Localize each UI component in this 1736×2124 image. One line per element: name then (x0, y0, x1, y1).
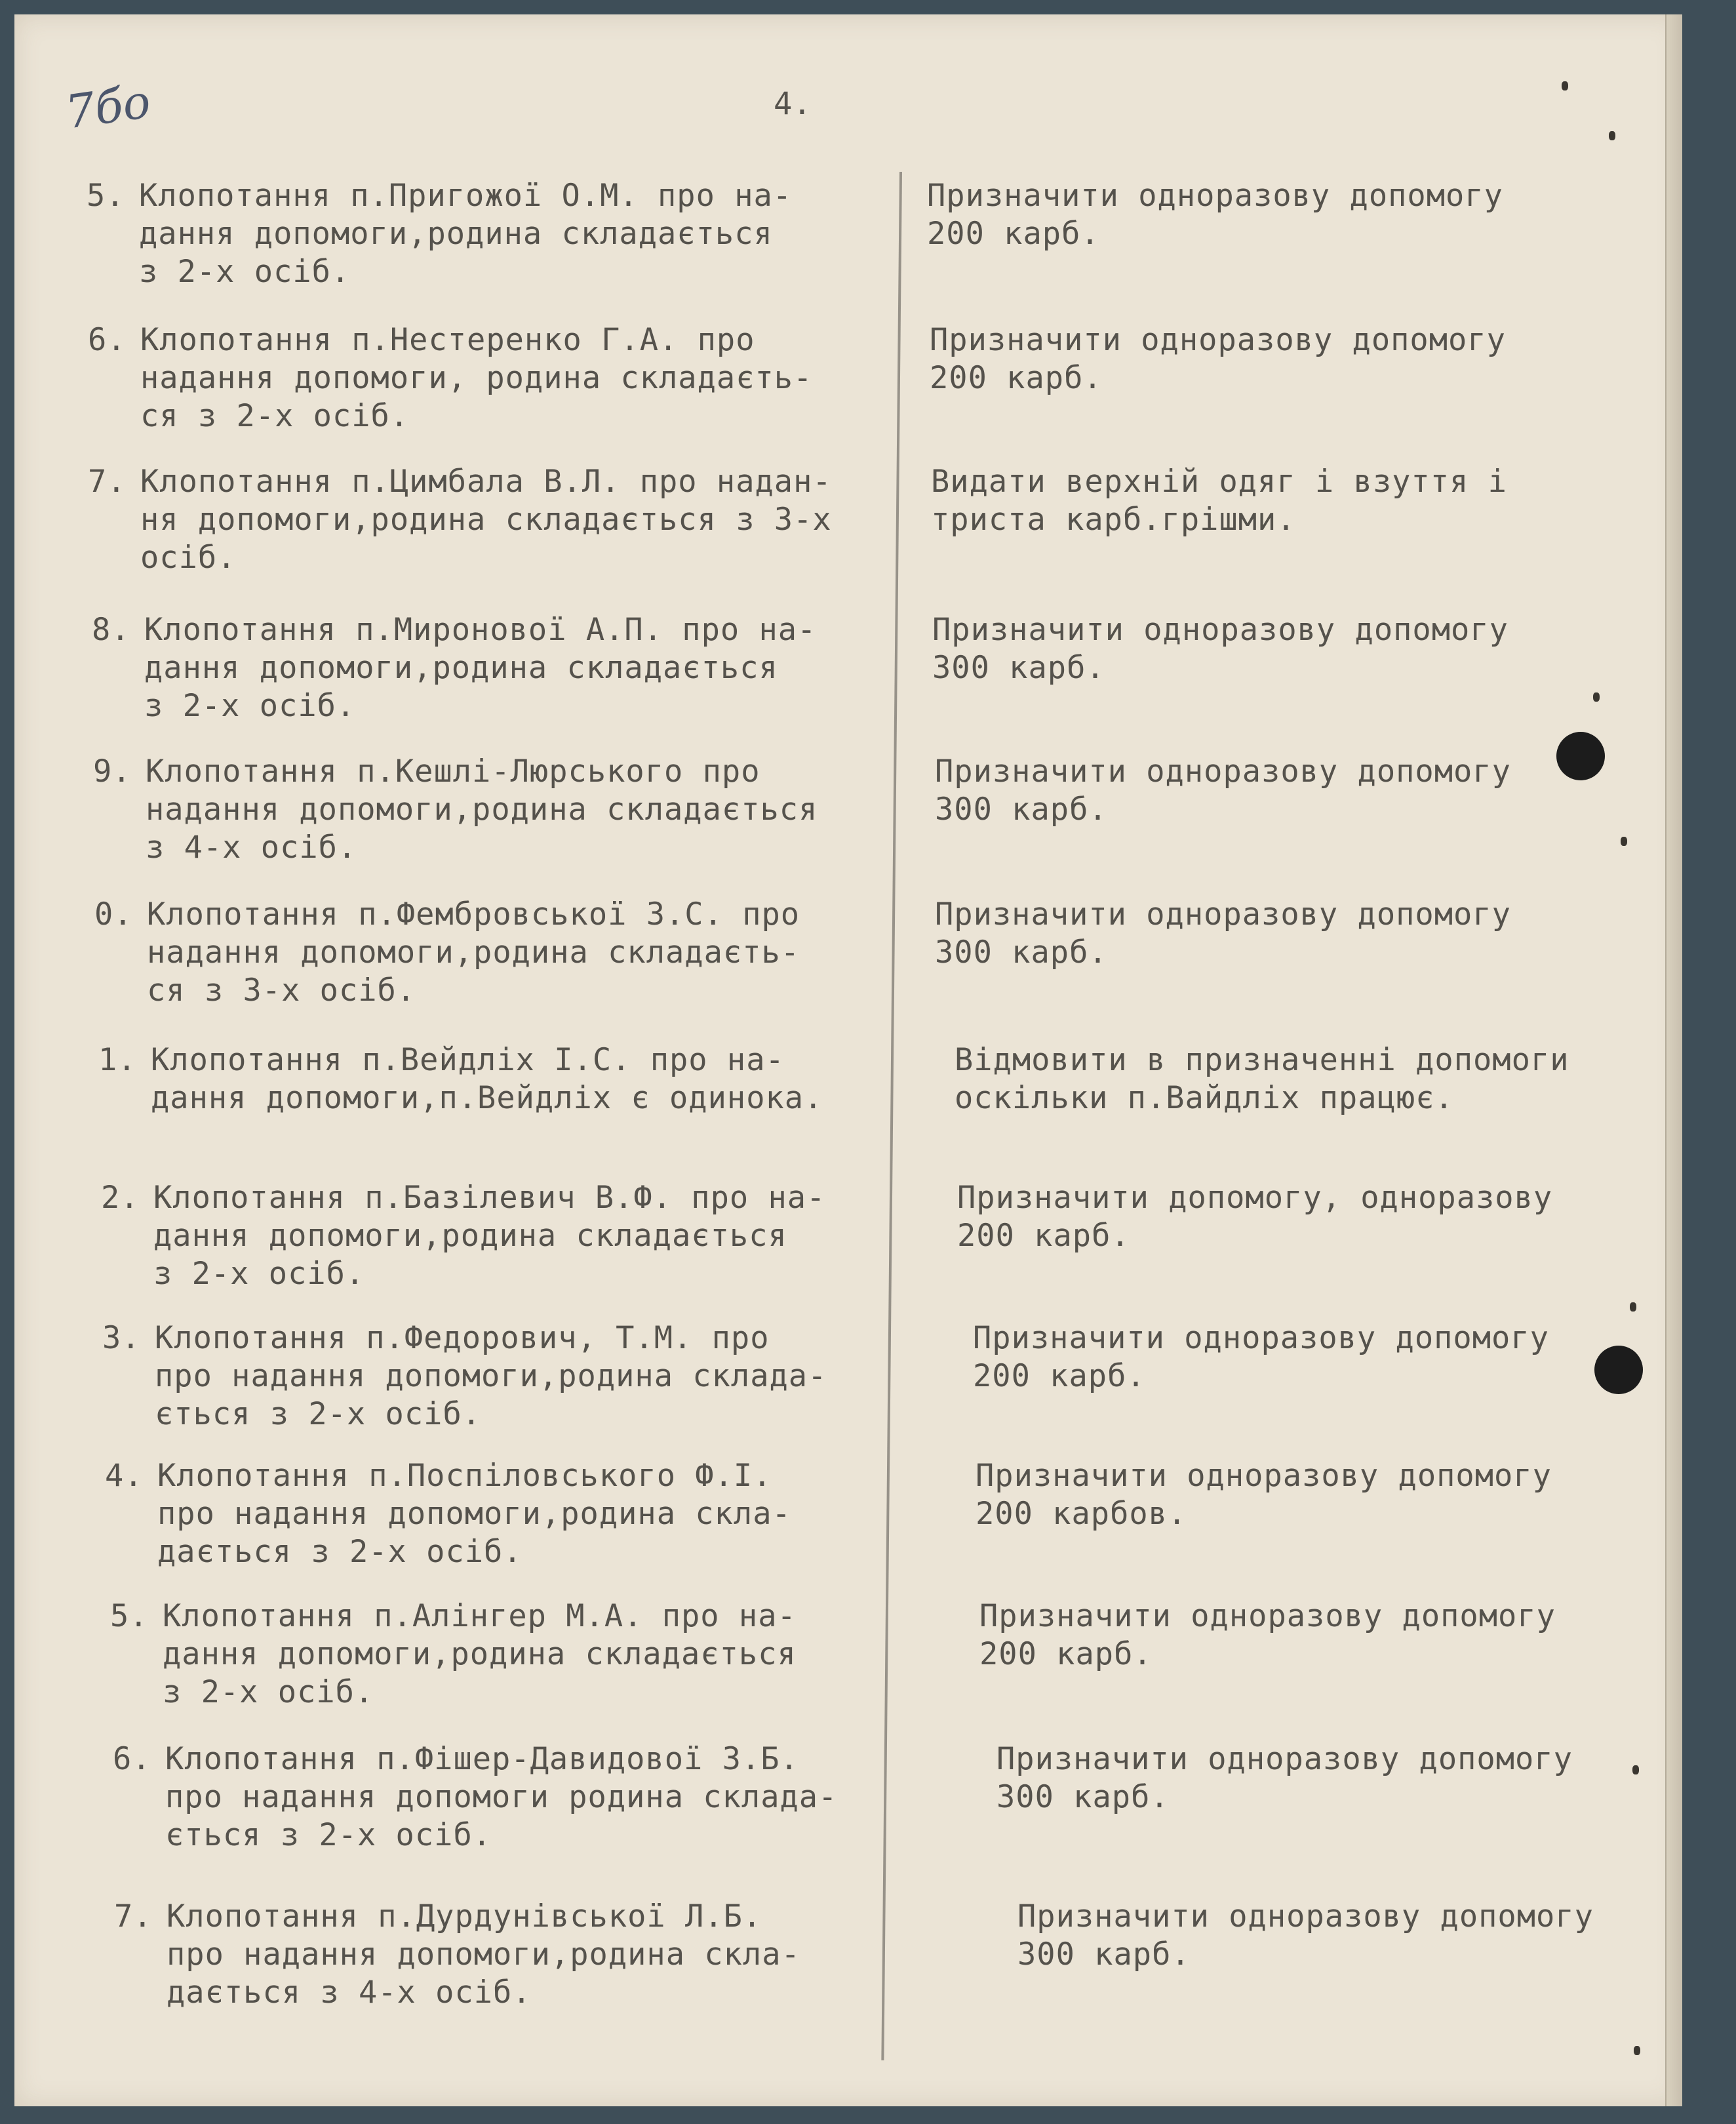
decision-text: Призначити одноразову допомогу 300 карб. (932, 612, 1509, 686)
request-entry (105, 1457, 905, 1571)
request-entry (87, 177, 886, 291)
document-page (14, 14, 1682, 2106)
entry-number: 5. (87, 178, 125, 214)
paper-speck (1609, 131, 1615, 140)
entry-number: 3. (102, 1320, 141, 1356)
request-entry (88, 463, 888, 577)
folio-number: 7бо (62, 74, 154, 140)
punch-hole (1594, 1346, 1643, 1394)
request-text: Клопотання п.Вейдліх І.С. про на- дання допомоги,п.Вейдліх є одинока. (151, 1042, 823, 1116)
request-text: Клопотання п.Цимбала В.Л. про надан- ня допомоги,родина складається з 3-х осіб. (140, 464, 832, 576)
entry-number: 7. (114, 1898, 153, 1934)
entry-number: 6. (88, 322, 127, 358)
request-text: Клопотання п.Поспіловського Ф.І. про надання допомоги,родина скла- дається з 2-х осіб. (157, 1458, 791, 1570)
entry-number: 1. (98, 1042, 137, 1078)
decision-text: Призначити одноразову допомогу 300 карб. (935, 753, 1511, 828)
request-entry (110, 1597, 910, 1712)
page-number: 4. (774, 86, 812, 122)
request-text: Клопотання п.Пригожої О.М. про на- дання допомоги,родина складається з 2-х осіб. (139, 178, 793, 290)
decision-text: Призначити одноразову допомогу 200 карб. (927, 178, 1503, 252)
request-text: Клопотання п.Фембровської З.С. про надання допомоги,родина складаєть- ся з 3-х осіб. (147, 896, 800, 1009)
request-entry (113, 1740, 913, 1854)
entry-number: 5. (110, 1598, 149, 1634)
request-text: Клопотання п.Фішер-Давидової З.Б. про надання допомоги родина склада- ється з 2-х осіб. (165, 1741, 838, 1853)
decision-text: Призначити одноразову допомогу 200 карб. (973, 1320, 1549, 1394)
decision-text: Призначити одноразову допомогу 200 карб. (930, 322, 1506, 396)
decision-text: Призначити одноразову допомогу 300 карб. (1017, 1898, 1594, 1973)
request-entry (98, 1041, 898, 1117)
request-text: Клопотання п.Базілевич В.Ф. про на- дання допомоги,родина складається з 2-х осіб. (153, 1180, 826, 1292)
decision-text: Призначити одноразову допомогу 200 карбов. (976, 1458, 1552, 1532)
request-entry (94, 896, 894, 1010)
request-text: Клопотання п.Миронової А.П. про на- дання допомоги,родина складається з 2-х осіб. (144, 612, 817, 724)
paper-speck (1621, 837, 1627, 846)
request-text: Клопотання п.Дурдунівської Л.Б. про надання допомоги,родина скла- дається з 4-х осіб. (167, 1898, 800, 2011)
request-entry (88, 321, 888, 435)
paper-speck (1632, 1765, 1639, 1774)
request-entry (93, 753, 893, 867)
request-text: Клопотання п.Федорович, Т.М. про про надання допомоги,родина склада- ється з 2-х осіб. (155, 1320, 827, 1432)
entry-number: 8. (92, 612, 130, 648)
request-text: Клопотання п.Алінгер М.А. про на- дання допомоги,родина складається з 2-х осіб. (163, 1598, 797, 1710)
entry-number: 9. (93, 753, 132, 790)
request-entry (114, 1898, 914, 2012)
request-text: Клопотання п.Кешлі-Люрського про надання допомоги,родина складається з 4-х осіб. (146, 753, 818, 866)
decision-text: Призначити одноразову допомогу 200 карб. (979, 1598, 1556, 1672)
entry-number: 0. (94, 896, 133, 932)
request-entry (92, 611, 892, 725)
punch-hole (1556, 732, 1605, 780)
request-entry (102, 1319, 902, 1433)
decision-text: Призначити одноразову допомогу 300 карб. (935, 896, 1511, 971)
decision-text: Призначити допомогу, одноразову 200 карб. (957, 1180, 1553, 1254)
entry-number: 4. (105, 1458, 144, 1494)
decision-text: Призначити одноразову допомогу 300 карб. (996, 1741, 1573, 1815)
paper-speck (1634, 2046, 1640, 2055)
entry-number: 6. (113, 1741, 151, 1777)
paper-speck (1593, 692, 1600, 702)
decision-text: Видати верхній одяг і взуття і триста карб.грішми. (931, 464, 1507, 538)
entry-number: 2. (101, 1180, 140, 1216)
paper-speck (1630, 1302, 1636, 1312)
request-text: Клопотання п.Нестеренко Г.А. про надання допомоги, родина складаєть- ся з 2-х осіб. (140, 322, 813, 434)
request-entry (101, 1179, 901, 1293)
paper-speck (1562, 81, 1568, 90)
decision-text: Відмовити в призначенні допомоги оскільки п.Вайдліх працює. (955, 1042, 1569, 1116)
entry-number: 7. (88, 464, 127, 500)
